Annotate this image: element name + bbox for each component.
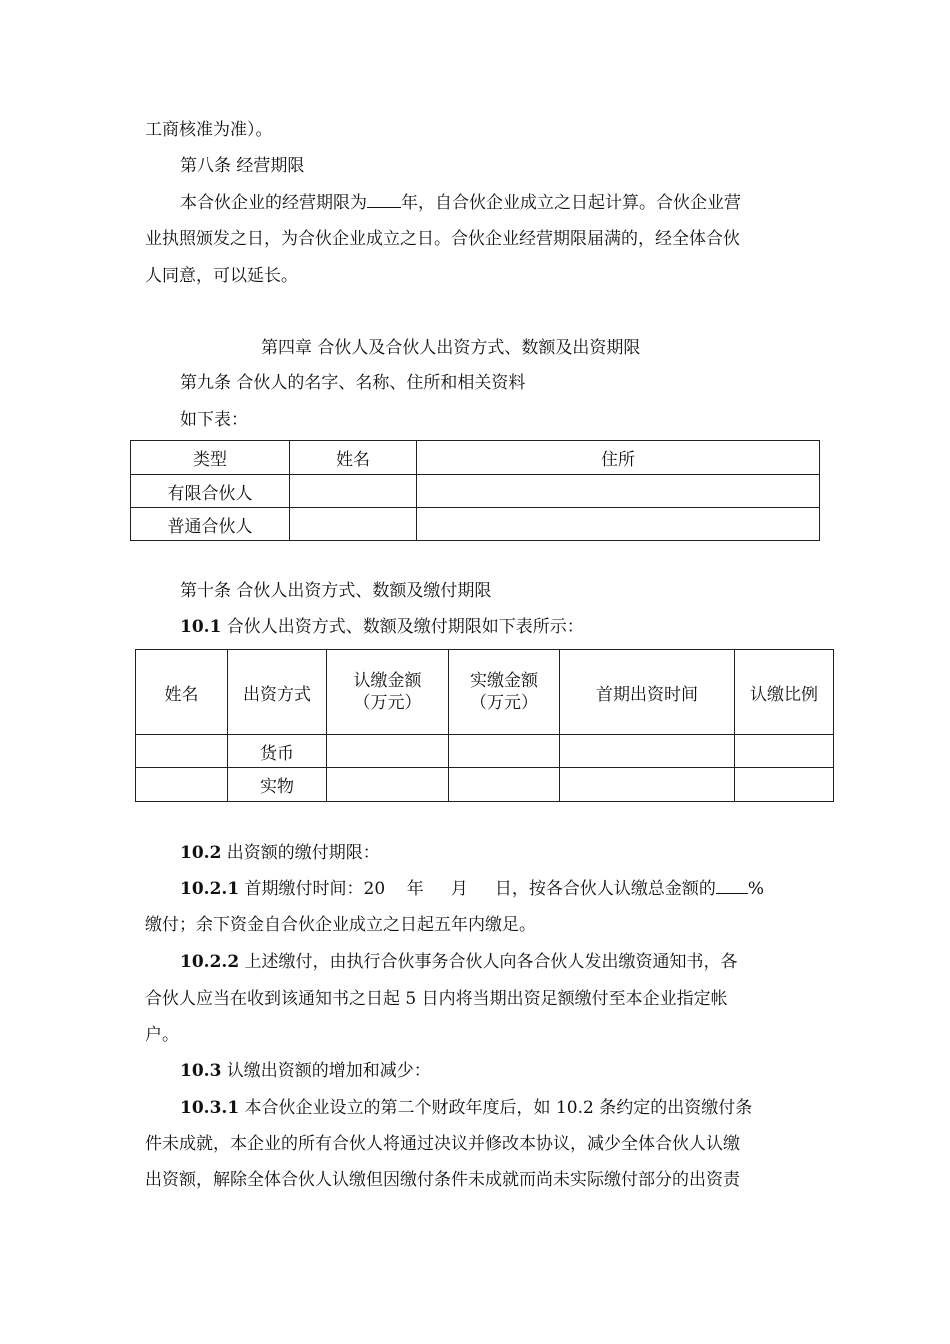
- section-text: 认缴出资额的增加和减少：: [221, 1061, 431, 1081]
- cell-type: 有限合伙人: [131, 475, 290, 508]
- section-number: 10.2.1: [180, 879, 240, 899]
- article-9-note: 如下表：: [180, 410, 248, 430]
- section-text: 首期缴付时间：20 年 月 日，按各合伙人认缴总金额的: [239, 879, 716, 899]
- section-10-2-2-line-2: 合伙人应当在收到该通知书之日起 5 日内将当期出资足额缴付至本企业指定帐: [145, 989, 728, 1009]
- cell-paid: [449, 768, 560, 802]
- section-number: 10.1: [180, 617, 222, 637]
- header-subscribed-line1: 认缴金额: [353, 671, 422, 691]
- section-10-2: [180, 843, 380, 863]
- header-type: 类型: [131, 441, 290, 475]
- cell-first-date: [560, 735, 735, 768]
- section-10-2-1-line-1: [180, 879, 764, 899]
- term-years-blank: [367, 193, 401, 208]
- table-row: [131, 475, 820, 508]
- section-10-3-1-line-2: 件未成就，本企业的所有合伙人将通过决议并修改本协议，减少全体合伙人认缴: [145, 1134, 740, 1154]
- paragraph-continuation: 工商核准为准）。: [145, 120, 273, 140]
- header-method: 出资方式: [228, 650, 327, 735]
- cell-first-date: [560, 768, 735, 802]
- article-8-line-1: [180, 193, 741, 213]
- chapter-4-title: 第四章 合伙人及合伙人出资方式、数额及出资期限: [261, 338, 641, 358]
- article-8-line-2: 业执照颁发之日，为合伙企业成立之日。合伙企业经营期限届满的，经全体合伙: [145, 229, 740, 249]
- contribution-table: [135, 649, 834, 802]
- header-name: 姓名: [136, 650, 228, 735]
- header-ratio: 认缴比例: [735, 650, 834, 735]
- cell-type: 普通合伙人: [131, 508, 290, 541]
- header-name: 姓名: [290, 441, 417, 475]
- article-8-text-b: 年，自合伙企业成立之日起计算。合伙企业营: [401, 193, 741, 213]
- table-row: [136, 768, 834, 802]
- header-first-date: 首期出资时间: [560, 650, 735, 735]
- article-8-title: 第八条 经营期限: [180, 156, 305, 176]
- header-address: 住所: [417, 441, 820, 475]
- article-9-title: 第九条 合伙人的名字、名称、住所和相关资料: [180, 373, 526, 393]
- section-10-2-1-line-2: 缴付；余下资金自合伙企业成立之日起五年内缴足。: [145, 915, 536, 935]
- cell-name: [136, 735, 228, 768]
- cell-ratio: [735, 768, 834, 802]
- article-8-text-a: 本合伙企业的经营期限为: [180, 193, 367, 213]
- section-number: 10.3: [180, 1061, 222, 1081]
- section-text: 本合伙企业设立的第二个财政年度后，如 10.2 条约定的出资缴付条: [239, 1098, 753, 1118]
- table-row: [131, 508, 820, 541]
- section-10-3-1-line-1: [180, 1098, 752, 1118]
- section-10-2-2-line-1: [180, 952, 738, 972]
- section-10-1: [180, 617, 584, 637]
- header-paid: [449, 650, 560, 735]
- table-row: [136, 735, 834, 768]
- article-8-line-3: 人同意，可以延长。: [145, 266, 298, 286]
- cell-address: [417, 508, 820, 541]
- section-text: 合伙人出资方式、数额及缴付期限如下表所示：: [221, 617, 584, 637]
- section-number: 10.3.1: [180, 1098, 240, 1118]
- partners-table: [130, 440, 820, 541]
- header-paid-line1: 实缴金额: [470, 671, 538, 691]
- section-text: 上述缴付，由执行合伙事务合伙人向各合伙人发出缴资通知书，各: [239, 952, 738, 972]
- section-text: 出资额的缴付期限：: [221, 843, 380, 863]
- cell-method: 实物: [228, 768, 327, 802]
- section-10-2-2-line-3: 户。: [145, 1025, 179, 1045]
- cell-name: [290, 508, 417, 541]
- table-header-row: [136, 650, 834, 735]
- cell-paid: [449, 735, 560, 768]
- header-subscribed-line2: （万元）: [353, 693, 422, 713]
- cell-method: 货币: [228, 735, 327, 768]
- percent-sign: %: [747, 879, 765, 899]
- section-10-3: [180, 1061, 431, 1081]
- percent-blank: [716, 879, 748, 894]
- cell-name: [136, 768, 228, 802]
- header-subscribed: [327, 650, 449, 735]
- section-number: 10.2.2: [180, 952, 240, 972]
- header-paid-line2: （万元）: [470, 693, 538, 713]
- cell-subscribed: [327, 768, 449, 802]
- cell-ratio: [735, 735, 834, 768]
- table-header-row: [131, 441, 820, 475]
- section-10-3-1-line-3: 出资额，解除全体合伙人认缴但因缴付条件未成就而尚未实际缴付部分的出资责: [145, 1170, 740, 1190]
- section-number: 10.2: [180, 843, 222, 863]
- article-10-title: 第十条 合伙人出资方式、数额及缴付期限: [180, 581, 492, 601]
- cell-subscribed: [327, 735, 449, 768]
- cell-address: [417, 475, 820, 508]
- cell-name: [290, 475, 417, 508]
